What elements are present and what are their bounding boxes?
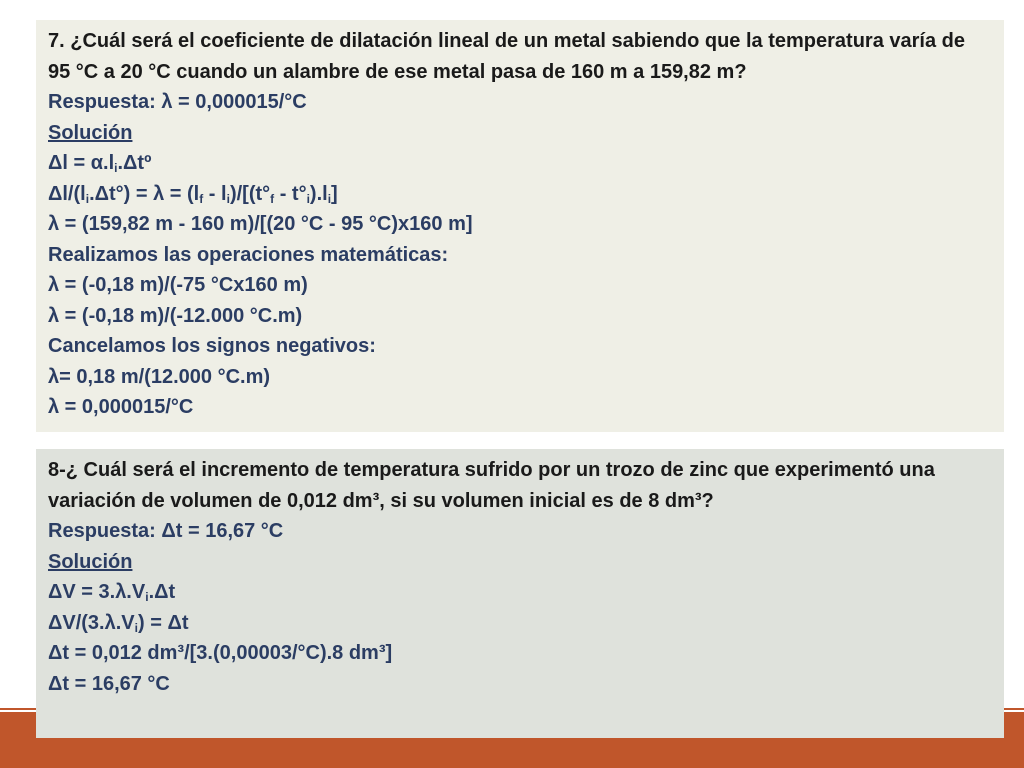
problem-7-step-text-2: Cancelamos los signos negativos: [48, 335, 376, 357]
problem-7-answer: Respuesta: λ = 0,000015/°C [48, 91, 307, 113]
problem-8-card [36, 449, 1004, 738]
problem-7-step-substitution: λ = (159,82 m - 160 m)/[(20 °C - 95 °C)x160 m] [48, 213, 473, 235]
problem-7-step-3: λ = (-0,18 m)/(-12.000 °C.m) [48, 304, 303, 327]
problem-7-formula-1: $\Delta l = \alpha.l_i.\Delta tº$ [48, 152, 152, 175]
problem-8-question: 8-¿ Cuál será el incremento de temperatura sufrido por un trozo de zinc que experimentó una variación de volumen de 0,012 dm³, si su volumen inicial es de 8 dm³? [48, 459, 935, 512]
problem-7-step-text-1: Realizamos las operaciones matemáticas: [48, 243, 449, 266]
problem-7-step-4: λ= 0,18 m/(12.000 °C.m) [48, 365, 271, 388]
problem-7-formula-2: $\Delta l/(l_i.\Delta t^\circ) = \lambda = (l_f - l_i)/[(t^\circ_f - t^\circ_i).l_i]$ [48, 182, 338, 206]
problem-8-step-substitution: Δt = 0,012 dm³/[3.(0,00003/°C).8 dm³] [48, 642, 393, 664]
problem-8-solution-label: Solución [48, 550, 133, 573]
problem-7-step-2: λ = (-0,18 m)/(-75 °Cx160 m) [48, 274, 308, 296]
problem-7-solution-label: Solución [48, 121, 133, 144]
problem-7-question: 7. ¿Cuál será el coeficiente de dilatación lineal de un metal sabiendo que la temperatura varía de 95 °C a 20 °C cuando un alambre de ese metal pasa de 160 m a 159,82 m? [48, 30, 965, 83]
problem-7-result: λ = 0,000015/°C [48, 396, 194, 418]
problem-7-card [36, 20, 1004, 432]
problem-8-answer: Respuesta: Δt = 16,67 °C [48, 520, 284, 542]
problem-8-result: Δt = 16,67 °C [48, 672, 170, 695]
problem-8-formula-1: $\Delta V = 3.\lambda.V_i.\Delta t$ [48, 581, 176, 604]
problem-8-formula-2: $\Delta V/(3.\lambda.V_i) = \Delta t$ [48, 611, 189, 635]
